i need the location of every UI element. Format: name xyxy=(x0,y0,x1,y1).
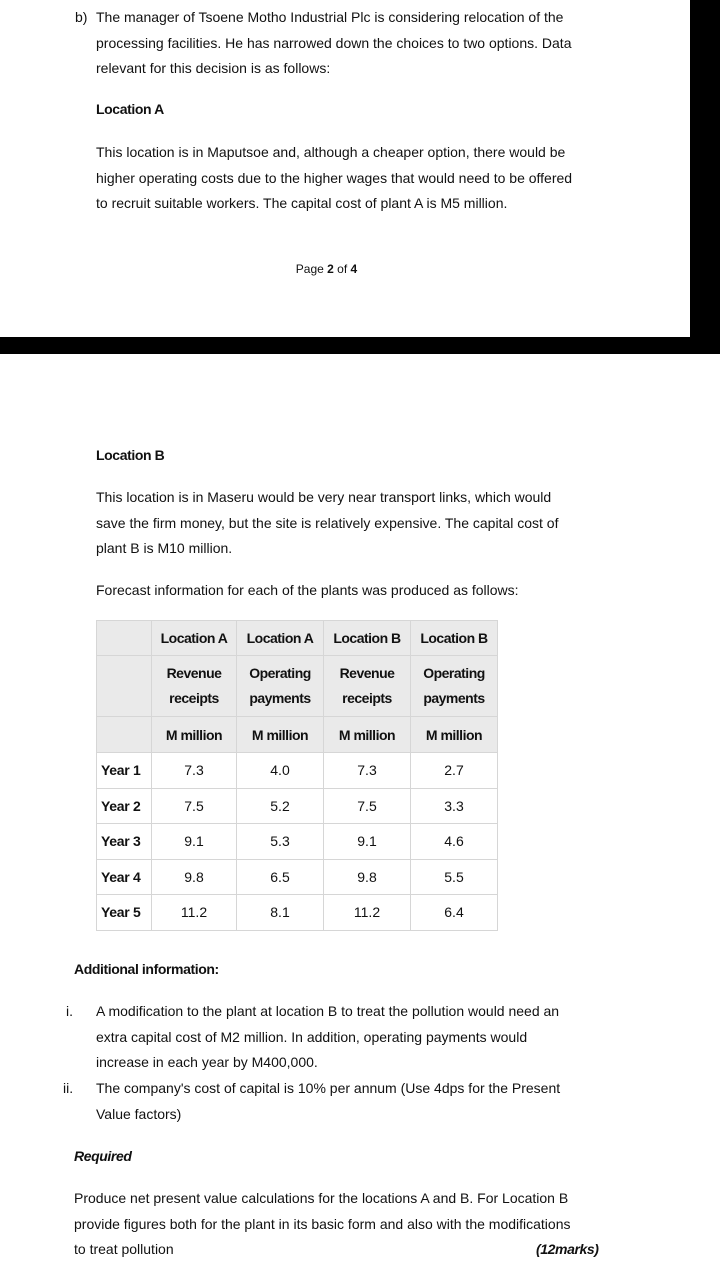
location-a-heading: Location A xyxy=(96,101,164,117)
table-header-row xyxy=(97,717,498,753)
intro-line: The manager of Tsoene Motho Industrial Plc is considering relocation of the xyxy=(96,9,564,25)
table-cell: 6.5 xyxy=(237,859,324,895)
location-b-heading: Location B xyxy=(96,447,165,463)
column-location: Location A xyxy=(152,621,237,656)
table-cell: 6.4 xyxy=(411,895,498,931)
table-cell: 4.0 xyxy=(237,753,324,789)
page-footer: Page 2 of 4 xyxy=(295,262,358,276)
table-cell: 4.6 xyxy=(411,824,498,860)
table-cell: 9.8 xyxy=(324,859,411,895)
location-b-line: plant B is M10 million. xyxy=(96,540,233,556)
column-unit: M million xyxy=(324,717,411,753)
forecast-table xyxy=(96,620,498,931)
table-cell: 7.5 xyxy=(324,788,411,824)
table-cell: 7.3 xyxy=(324,753,411,789)
table-row xyxy=(97,824,498,860)
location-a-line: to recruit suitable workers. The capital cost of plant A is M5 million. xyxy=(96,195,508,211)
document-page-2 xyxy=(0,354,720,1285)
intro-line: processing facilities. He has narrowed down the choices to two options. Data xyxy=(96,34,572,51)
list-item-line: increase in each year by M400,000. xyxy=(96,1054,318,1070)
table-cell: 2.7 xyxy=(411,753,498,789)
table-cell: 11.2 xyxy=(324,895,411,931)
list-item-line: The company's cost of capital is 10% per annum (Use 4dps for the Present xyxy=(96,1080,561,1096)
column-metric: Operating payments xyxy=(237,656,324,717)
year-label: Year 3 xyxy=(97,824,152,860)
column-unit: M million xyxy=(152,717,237,753)
table-cell: 9.1 xyxy=(324,824,411,860)
document-page-1 xyxy=(0,0,690,337)
required-line: provide figures both for the plant in its basic form and also with the modifications xyxy=(74,1215,571,1232)
intro-line: relevant for this decision is as follows: xyxy=(96,60,331,76)
required-line: to treat pollution xyxy=(74,1241,174,1257)
question-label: b) xyxy=(75,9,88,25)
list-item-line: A modification to the plant at location B to treat the pollution would need an xyxy=(96,1003,560,1019)
table-row xyxy=(97,895,498,931)
table-cell: 5.3 xyxy=(237,824,324,860)
list-item-line: Value factors) xyxy=(96,1105,182,1122)
marks-label: (12marks) xyxy=(536,1241,599,1257)
year-label: Year 1 xyxy=(97,753,152,789)
additional-info-heading: Additional information: xyxy=(74,961,219,977)
column-metric: Operating payments xyxy=(411,656,498,717)
column-metric: Revenue receipts xyxy=(324,656,411,717)
year-label: Year 5 xyxy=(97,895,152,931)
page-separator xyxy=(0,337,720,354)
table-cell: 3.3 xyxy=(411,788,498,824)
column-unit: M million xyxy=(237,717,324,753)
table-corner-cell xyxy=(97,621,152,656)
forecast-intro: Forecast information for each of the plants was produced as follows: xyxy=(96,582,519,598)
table-header-row xyxy=(97,621,498,656)
table-cell: 7.5 xyxy=(152,788,237,824)
year-label: Year 2 xyxy=(97,788,152,824)
table-row xyxy=(97,859,498,895)
list-item-line: extra capital cost of M2 million. In addition, operating payments would xyxy=(96,1028,528,1045)
location-b-line: save the firm money, but the site is relatively expensive. The capital cost of xyxy=(96,514,559,531)
table-cell: 7.3 xyxy=(152,753,237,789)
column-unit: M million xyxy=(411,717,498,753)
column-location: Location B xyxy=(411,621,498,656)
table-row xyxy=(97,788,498,824)
required-heading: Required xyxy=(74,1148,132,1164)
table-corner-cell xyxy=(97,717,152,753)
year-label: Year 4 xyxy=(97,859,152,895)
table-cell: 5.2 xyxy=(237,788,324,824)
location-b-line: This location is in Maseru would be very near transport links, which would xyxy=(96,489,552,505)
location-a-line: This location is in Maputsoe and, although a cheaper option, there would be xyxy=(96,144,566,160)
table-header-row xyxy=(97,656,498,717)
column-location: Location B xyxy=(324,621,411,656)
table-cell: 5.5 xyxy=(411,859,498,895)
column-location: Location A xyxy=(237,621,324,656)
table-cell: 9.1 xyxy=(152,824,237,860)
required-line: Produce net present value calculations for the locations A and B. For Location B xyxy=(74,1190,569,1206)
list-numeral: ii. xyxy=(63,1080,74,1096)
table-cell: 9.8 xyxy=(152,859,237,895)
list-numeral: i. xyxy=(66,1003,73,1019)
table-cell: 11.2 xyxy=(152,895,237,931)
table-cell: 8.1 xyxy=(237,895,324,931)
table-row xyxy=(97,753,498,789)
column-metric: Revenue receipts xyxy=(152,656,237,717)
location-a-line: higher operating costs due to the higher wages that would need to be offered xyxy=(96,169,573,186)
table-corner-cell xyxy=(97,656,152,717)
